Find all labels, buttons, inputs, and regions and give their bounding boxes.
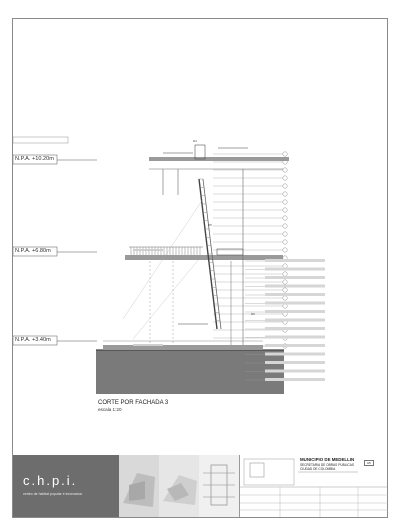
section-note-box <box>13 137 68 143</box>
detail-tag-d5: D5 <box>208 223 212 227</box>
legend-note-line <box>265 370 325 373</box>
level-marker-1020: N.P.A. +10.20m <box>15 156 54 162</box>
legend-note-line <box>265 378 325 381</box>
annotation-text <box>133 344 163 346</box>
reference-bubble <box>283 224 287 228</box>
reference-bubble <box>283 232 287 236</box>
detail-tag-d4: D4 <box>193 139 197 143</box>
reference-bubble <box>283 288 287 292</box>
legend-note-line <box>265 344 325 347</box>
render-thumbnails <box>119 455 239 517</box>
sight-line-2 <box>133 259 199 339</box>
reference-bubble <box>283 240 287 244</box>
legend-note-line <box>265 319 325 322</box>
roof-parapet <box>195 145 205 159</box>
level-marker-680: N.P.A. +6.80m <box>15 248 51 254</box>
legend-note-line <box>265 353 325 356</box>
roof-slab <box>149 157 289 161</box>
reference-bubble <box>283 200 287 204</box>
drawing-sheet <box>12 18 388 518</box>
chpi-logo <box>13 455 119 517</box>
legend-note-line <box>265 361 325 364</box>
detail-tag-d6: D6 <box>251 312 255 316</box>
drawing-title: CORTE POR FACHADA 3 <box>98 400 169 406</box>
legend-note-line <box>265 293 325 296</box>
middle-slab <box>125 255 283 260</box>
render-images <box>119 455 239 517</box>
title-block-city: CIUDAD DE COLOMBIA <box>300 467 336 471</box>
reference-bubble <box>283 272 287 276</box>
reference-bubble <box>283 184 287 188</box>
legend-note-line <box>265 259 325 262</box>
sheet-code: A5 <box>364 460 374 466</box>
lower-slab <box>103 345 263 350</box>
logo-wordmark: c.h.p.i. <box>23 473 78 488</box>
title-block-department: SECRETARIA DE OBRAS PUBLICAS <box>300 463 354 467</box>
reference-bubble <box>283 280 287 284</box>
section-drawing <box>13 19 387 517</box>
annotation-text <box>218 147 248 149</box>
legend-note-line <box>265 336 325 339</box>
title-block <box>239 455 388 517</box>
legend-note-line <box>265 302 325 305</box>
annotation-text <box>133 249 163 251</box>
reference-bubble <box>283 216 287 220</box>
legend-note-line <box>265 276 325 279</box>
reference-bubble <box>283 176 287 180</box>
reference-bubble <box>283 248 287 252</box>
reference-bubble <box>283 192 287 196</box>
legend-note-line <box>265 285 325 288</box>
annotation-text <box>178 323 208 325</box>
drawing-scale: escala 1:20 <box>98 407 122 412</box>
reference-bubble <box>283 168 287 172</box>
reference-bubble <box>283 208 287 212</box>
reference-bubble <box>283 152 287 156</box>
logo-tagline: centro de habitat popular e innovacion <box>23 492 83 496</box>
legend-note-line <box>265 310 325 313</box>
annotation-text <box>163 152 193 154</box>
level-marker-340: N.P.A. +3.40m <box>15 337 51 343</box>
ground-mass <box>96 350 284 394</box>
reference-bubble <box>283 296 287 300</box>
legend-note-line <box>265 327 325 330</box>
title-block-authority: MUNICIPIO DE MEDELLIN <box>300 457 355 462</box>
legend-note-line <box>265 268 325 271</box>
